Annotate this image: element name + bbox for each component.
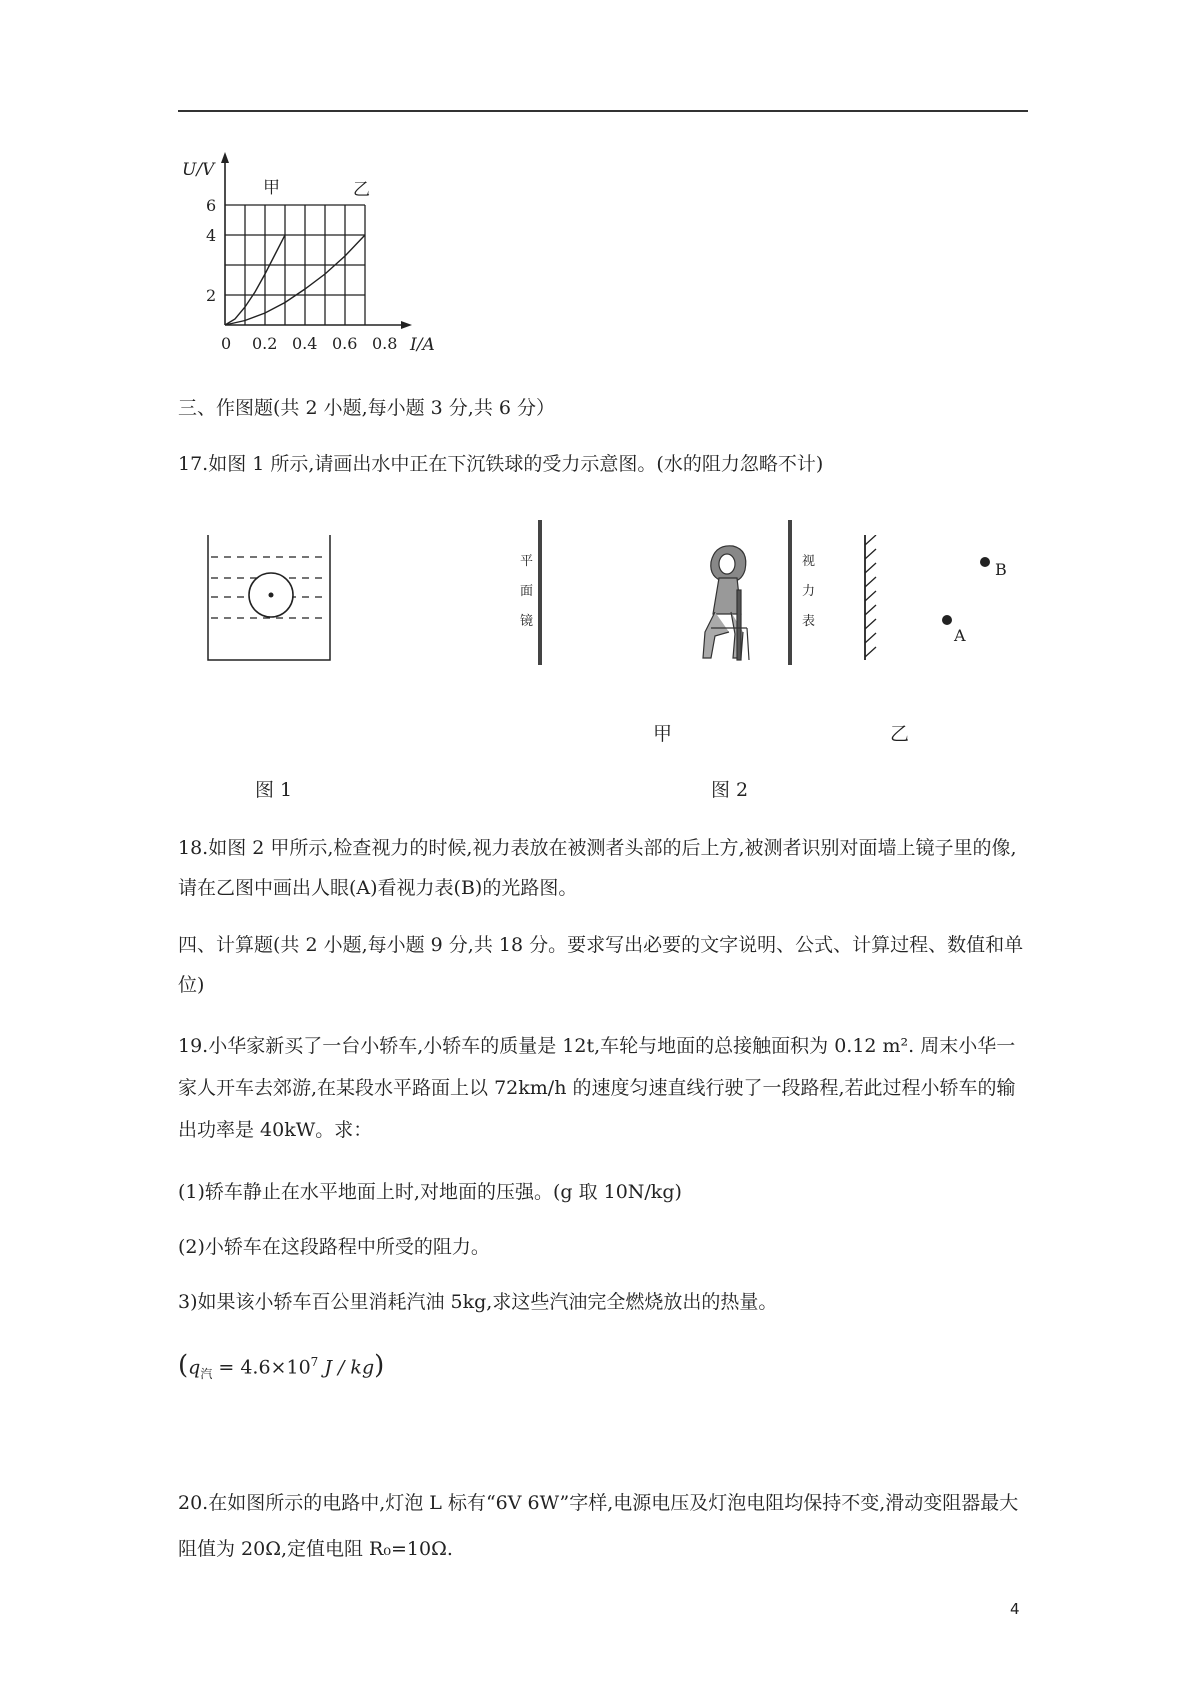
page-number: 4 bbox=[1010, 1600, 1020, 1618]
curve-label-yi: 乙 bbox=[353, 180, 370, 200]
mirror-label-1: 平 bbox=[520, 554, 534, 569]
formula-q-subscript: 汽 bbox=[200, 1367, 213, 1382]
x-tick-0.6: 0.6 bbox=[332, 334, 358, 353]
point-b-label: B bbox=[995, 560, 1007, 579]
curve-jia bbox=[225, 235, 285, 325]
figure-1-beaker bbox=[205, 535, 345, 665]
y-tick-6: 6 bbox=[206, 196, 217, 215]
x-axis-label: I/A bbox=[410, 335, 435, 355]
point-a-dot bbox=[942, 615, 952, 625]
sub-caption-yi: 乙 bbox=[890, 723, 910, 745]
y-axis-arrow bbox=[221, 152, 229, 163]
axes bbox=[225, 160, 403, 325]
section-3-heading: 三、作图题(共 2 小题,每小题 3 分,共 6 分） bbox=[178, 397, 555, 419]
chart-label-1: 视 bbox=[802, 554, 816, 569]
chart-label-2: 力 bbox=[802, 584, 816, 599]
question-19-formula bbox=[178, 1350, 384, 1386]
formula-q: q bbox=[188, 1356, 201, 1379]
x-tick-0.8: 0.8 bbox=[372, 334, 398, 353]
u-i-graph bbox=[170, 150, 440, 360]
formula-close-paren: ) bbox=[374, 1350, 385, 1381]
x-tick-0.2: 0.2 bbox=[252, 334, 278, 353]
mirror-label-3: 镜 bbox=[520, 614, 534, 629]
mirror-label-2: 面 bbox=[520, 584, 534, 599]
x-axis-arrow bbox=[401, 321, 412, 329]
formula-open-paren: ( bbox=[178, 1350, 189, 1381]
section-4-heading: 四、计算题(共 2 小题,每小题 9 分,共 18 分。要求写出必要的文字说明、公式、计算过程、数值和单位) bbox=[178, 934, 1024, 996]
figure-2-caption: 图 2 bbox=[711, 779, 749, 801]
mirror-hatching bbox=[865, 535, 876, 657]
x-tick-0: 0 bbox=[221, 334, 232, 353]
header-rule bbox=[178, 110, 1028, 112]
chart-label-3: 表 bbox=[802, 614, 816, 629]
question-19-part-1: (1)轿车静止在水平地面上时,对地面的压强。(g 取 10N/kg) bbox=[178, 1181, 682, 1203]
point-b-dot bbox=[980, 557, 990, 567]
x-tick-0.4: 0.4 bbox=[292, 334, 318, 353]
y-tick-4: 4 bbox=[206, 226, 217, 245]
question-19-part-3: 3)如果该小轿车百公里消耗汽油 5kg,求这些汽油完全燃烧放出的热量。 bbox=[178, 1291, 778, 1313]
point-a-label: A bbox=[954, 626, 966, 645]
question-19: 19.小华家新买了一台小轿车,小轿车的质量是 12t,车轮与地面的总接触面积为 0.12 m². 周末小华一家人开车去郊游,在某段水平路面上以 72km/h 的速度匀速直线行驶了一段路程,若此过程小轿车的输出功率是 40kW。求： bbox=[178, 1035, 1016, 1141]
formula-value: = 4.6×10 bbox=[212, 1356, 311, 1379]
question-19-part-2: (2)小轿车在这段路程中所受的阻力。 bbox=[178, 1236, 490, 1258]
question-18: 18.如图 2 甲所示,检查视力的时候,视力表放在被测者头部的后上方,被测者识别对面墙上镜子里的像,请在乙图中画出人眼(A)看视力表(B)的光路图。 bbox=[178, 837, 1017, 899]
figure-1-caption: 图 1 bbox=[255, 779, 293, 801]
formula-unit: J / kg bbox=[318, 1356, 375, 1379]
grid bbox=[225, 205, 365, 325]
y-axis-label: U/V bbox=[182, 160, 215, 180]
sub-caption-jia: 甲 bbox=[653, 723, 673, 745]
person-seated bbox=[703, 546, 749, 660]
question-17: 17.如图 1 所示,请画出水中正在下沉铁球的受力示意图。(水的阻力忽略不计) bbox=[178, 453, 824, 475]
figure-2-yi-diagram bbox=[850, 535, 1030, 665]
ball-center-dot bbox=[269, 593, 274, 598]
figure-2-jia-scene bbox=[515, 520, 865, 670]
question-20: 20.在如图所示的电路中,灯泡 L 标有“6V 6W”字样,电源电压及灯泡电阻均保持不变,滑动变阻器最大阻值为 20Ω,定值电阻 R₀=10Ω. bbox=[178, 1492, 1019, 1560]
curve-label-jia: 甲 bbox=[263, 178, 280, 198]
y-tick-2: 2 bbox=[206, 286, 217, 305]
curve-yi bbox=[225, 235, 365, 325]
formula-exponent: 7 bbox=[310, 1355, 319, 1369]
